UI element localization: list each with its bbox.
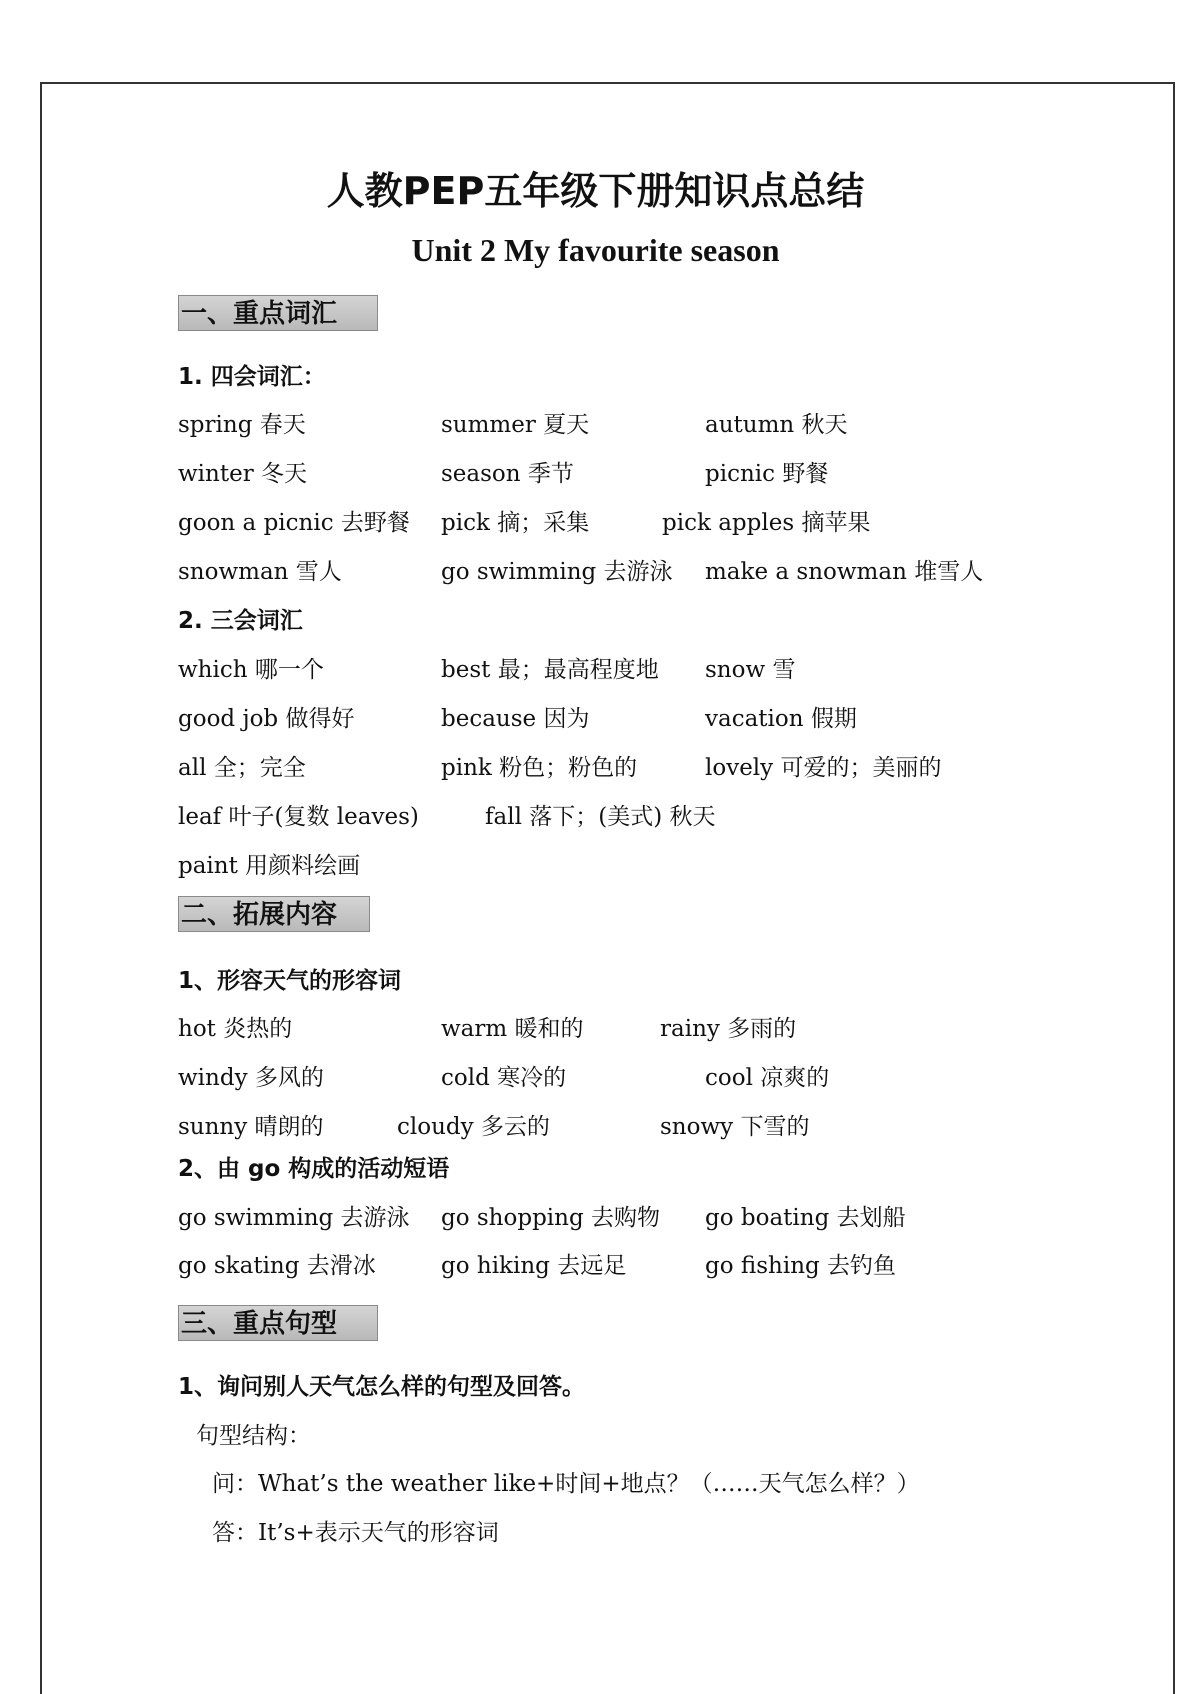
vocab-item: picnic 野餐 bbox=[705, 461, 829, 487]
vocab-item: rainy 多雨的 bbox=[660, 1016, 797, 1042]
vocab-item: which 哪一个 bbox=[178, 657, 324, 683]
vocab-item: vacation 假期 bbox=[705, 706, 857, 732]
vocab-item: because 因为 bbox=[441, 706, 590, 732]
vocab-item: spring 春天 bbox=[178, 412, 306, 438]
vocab-item: snow 雪 bbox=[705, 657, 796, 683]
subsection-label-weather-question: 1、询问别人天气怎么样的句型及回答。 bbox=[178, 1374, 586, 1400]
sentence-structure-label: 句型结构： bbox=[196, 1423, 311, 1449]
section-heading-extension: 二、拓展内容 bbox=[178, 896, 370, 932]
page-title: 人教PEP五年级下册知识点总结 bbox=[326, 169, 865, 213]
section-heading-key-sentences: 三、重点句型 bbox=[178, 1305, 378, 1341]
vocab-item: winter 冬天 bbox=[178, 461, 308, 487]
vocab-item: pick apples 摘苹果 bbox=[662, 510, 871, 536]
vocab-item: goon a picnic 去野餐 bbox=[178, 510, 410, 536]
vocab-item: best 最；最高程度地 bbox=[441, 657, 659, 683]
vocab-item: summer 夏天 bbox=[441, 412, 590, 438]
question-pattern: 问：What’s the weather like+时间+地点？（……天气怎么样？） bbox=[212, 1471, 920, 1497]
section-heading-key-vocabulary: 一、重点词汇 bbox=[178, 295, 378, 331]
vocab-item: season 季节 bbox=[441, 461, 574, 487]
vocab-item: go hiking 去远足 bbox=[441, 1253, 627, 1279]
vocab-item: go fishing 去钓鱼 bbox=[705, 1253, 897, 1279]
subsection-label-weather-adjectives: 1、形容天气的形容词 bbox=[178, 968, 402, 994]
vocab-item: lovely 可爱的；美丽的 bbox=[705, 755, 942, 781]
vocab-item: windy 多风的 bbox=[178, 1065, 324, 1091]
vocab-item: hot 炎热的 bbox=[178, 1016, 293, 1042]
vocab-item: pink 粉色；粉色的 bbox=[441, 755, 638, 781]
vocab-item: leaf 叶子(复数 leaves) bbox=[178, 804, 419, 830]
vocab-item: fall 落下；(美式) 秋天 bbox=[485, 804, 716, 830]
vocab-item: snowy 下雪的 bbox=[660, 1114, 810, 1140]
vocab-item: snowman 雪人 bbox=[178, 559, 342, 585]
subsection-label-four-skill-words: 1. 四会词汇： bbox=[178, 364, 326, 390]
vocab-item: sunny 晴朗的 bbox=[178, 1114, 324, 1140]
vocab-item: autumn 秋天 bbox=[705, 412, 848, 438]
vocab-item: pick 摘；采集 bbox=[441, 510, 590, 536]
vocab-item: make a snowman 堆雪人 bbox=[705, 559, 984, 585]
vocab-item: go shopping 去购物 bbox=[441, 1205, 660, 1231]
vocab-item: go swimming 去游泳 bbox=[178, 1205, 410, 1231]
vocab-item: cold 寒冷的 bbox=[441, 1065, 567, 1091]
vocab-item: all 全；完全 bbox=[178, 755, 306, 781]
vocab-item: go swimming 去游泳 bbox=[441, 559, 673, 585]
subsection-label-three-skill-words: 2. 三会词汇 bbox=[178, 608, 303, 634]
subsection-label-go-phrases: 2、由 go 构成的活动短语 bbox=[178, 1156, 450, 1182]
vocab-item: paint 用颜料绘画 bbox=[178, 853, 361, 879]
vocab-item: cloudy 多云的 bbox=[397, 1114, 550, 1140]
answer-pattern: 答：It’s+表示天气的形容词 bbox=[212, 1520, 499, 1546]
vocab-item: go boating 去划船 bbox=[705, 1205, 906, 1231]
unit-subtitle: Unit 2 My favourite season bbox=[411, 232, 780, 268]
vocab-item: go skating 去滑冰 bbox=[178, 1253, 376, 1279]
vocab-item: cool 凉爽的 bbox=[705, 1065, 830, 1091]
vocab-item: good job 做得好 bbox=[178, 706, 355, 732]
vocab-item: warm 暖和的 bbox=[441, 1016, 584, 1042]
